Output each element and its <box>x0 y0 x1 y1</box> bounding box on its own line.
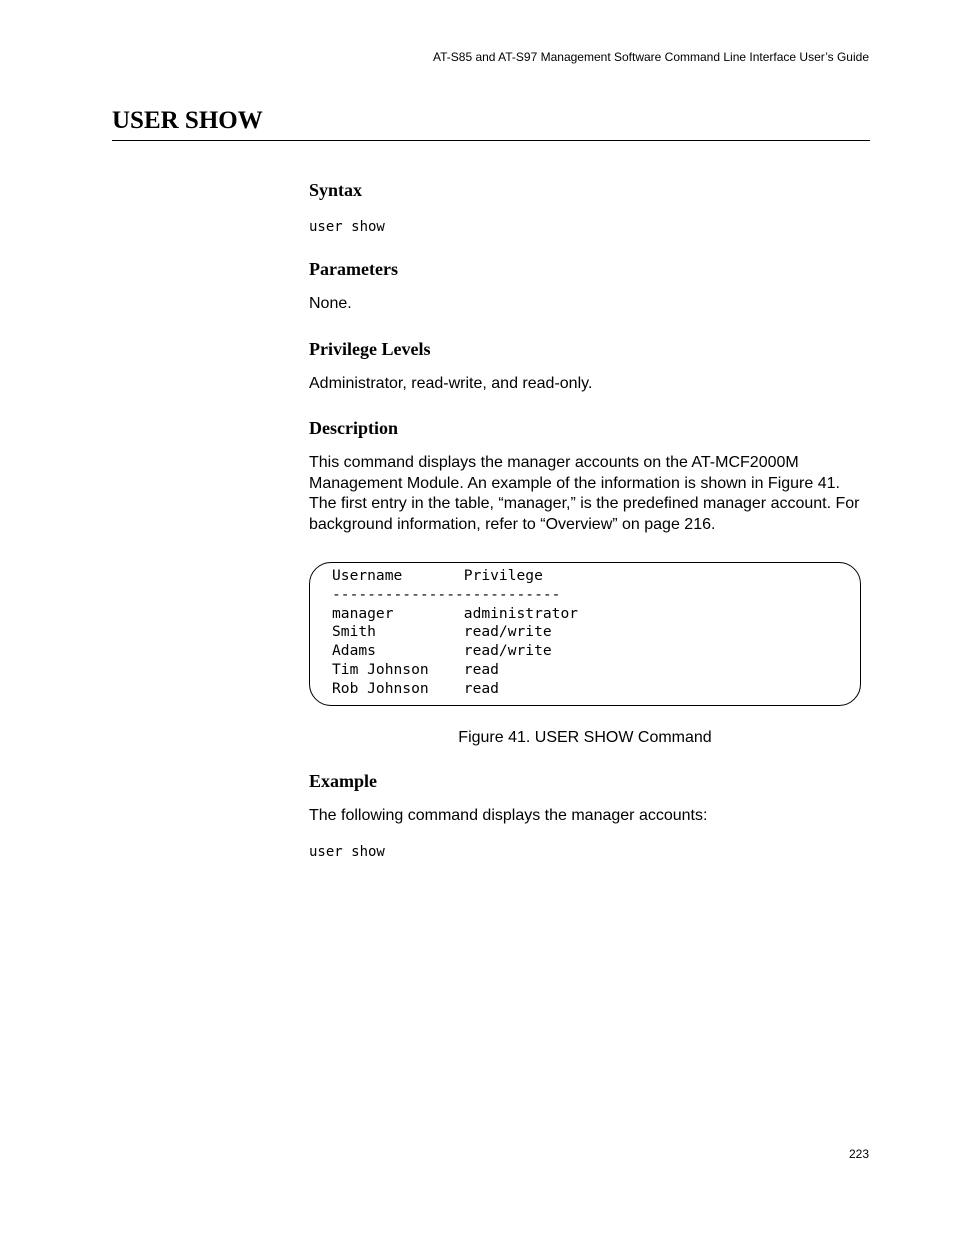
page-number: 223 <box>848 1147 869 1161</box>
figure-caption: Figure 41. USER SHOW Command <box>458 728 712 746</box>
parameters-text: None. <box>309 295 352 312</box>
description-heading: Description <box>309 418 398 438</box>
description-text: This command displays the manager accounts on the AT-MCF2000M Management Module. An example of the information is shown in Figure 41. The first entry in the table, “manager,” is the predefined manager account. For background information, refer to “Overview” on page 216. <box>309 454 860 533</box>
figure-41-box <box>309 562 861 706</box>
figure-line: manager administrator <box>332 604 579 622</box>
figure-line: Tim Johnson read <box>332 660 499 678</box>
syntax-code: user show <box>309 219 385 235</box>
figure-line: Username Privilege <box>332 567 543 584</box>
parameters-heading: Parameters <box>309 259 398 279</box>
running-header: AT-S85 and AT-S97 Management Software Command Line Interface User’s Guide <box>432 50 869 64</box>
figure-line: -------------------------- <box>332 585 561 603</box>
example-code: user show <box>309 844 385 861</box>
main-content <box>309 176 861 862</box>
title-rule <box>112 140 870 141</box>
figure-line: Smith read/write <box>332 623 552 641</box>
figure-line: Rob Johnson read <box>332 679 499 697</box>
figure-line: Adams read/write <box>332 642 552 660</box>
example-heading: Example <box>309 770 378 791</box>
page-title: USER SHOW <box>112 107 263 134</box>
syntax-heading: Syntax <box>309 180 363 200</box>
privilege-levels-heading: Privilege Levels <box>309 338 431 359</box>
privilege-levels-text: Administrator, read-write, and read-only. <box>309 374 593 392</box>
example-text: The following command displays the manager accounts: <box>309 806 708 824</box>
